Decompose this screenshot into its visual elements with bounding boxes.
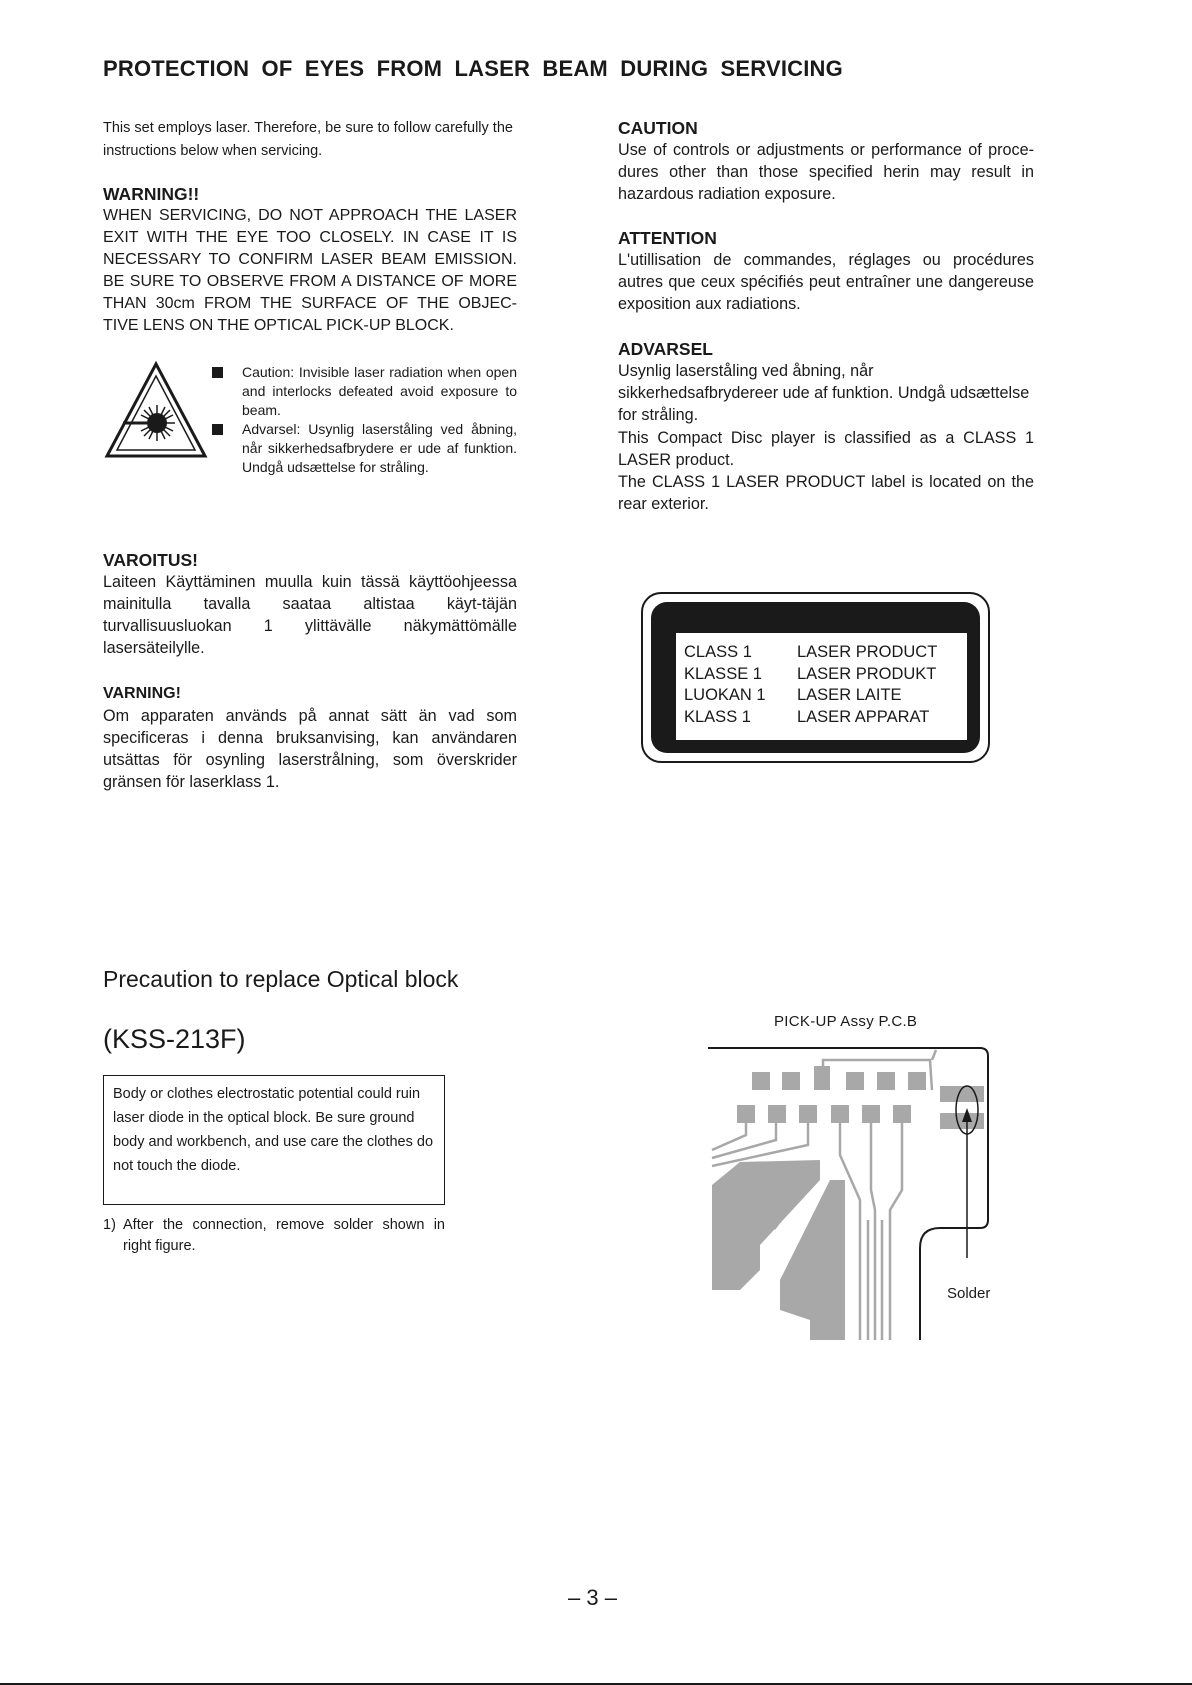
precaution-subtitle: Precaution to replace Optical block xyxy=(103,966,459,992)
label-product: LASER PRODUKT xyxy=(797,664,937,683)
step-number: 1) xyxy=(103,1217,116,1233)
varning-section xyxy=(103,683,517,793)
label-class: LUOKAN 1 xyxy=(684,686,766,704)
class1-laser-label xyxy=(641,592,990,763)
class-info-line2: The CLASS 1 LASER PRODUCT label is located on the rear exterior. xyxy=(618,473,1034,513)
advarsel-heading: ADVARSEL xyxy=(618,339,713,359)
step-text: After the connection, remove solder shown in right figure. xyxy=(123,1217,445,1254)
attention-section xyxy=(618,227,1034,315)
class-info-line1: This Compact Disc player is classified as a CLASS 1 LASER product. xyxy=(618,429,1034,469)
label-row xyxy=(684,664,967,686)
varoitus-text: Laiteen Käyttäminen muulla kuin tässä käyttöohjeessa mainitulla tavalla saataa altistaa käyt-täjän turvallisuusluokan 1 ylittävälle näkymättömälle lasersäteilylle. xyxy=(103,573,517,657)
caution-text: Use of controls or adjustments or performance of proce-dures other than those specified herin may result in hazardous radiation exposure. xyxy=(618,141,1034,203)
solder-callout: Solder xyxy=(947,1285,991,1302)
bullet-advarsel xyxy=(212,420,517,477)
varning-text: Om apparaten används på annat sätt än vad som specificeras i denna bruksanvising, kan användaren utsättas för osynling laserstrålning, som överskrider gränsen för laserklass 1. xyxy=(103,707,517,791)
bullet-text: Caution: Invisible laser radiation when open and interlocks defeated avoid exposure to beam. xyxy=(242,364,517,418)
warning-section xyxy=(103,183,517,337)
page-number: – 3 – xyxy=(568,1585,617,1610)
bullet-square-icon xyxy=(212,367,223,378)
warning-text: WHEN SERVICING, DO NOT APPROACH THE LASER EXIT WITH THE EYE TOO CLOSELY. IN CASE IT IS NECESSARY TO CONFIRM LASER BEAM EMISSION. BE SURE TO OBSERVE FROM A DISTANCE OF MORE THAN 30cm FROM THE SURFACE OF THE OBJEC-TIVE LENS ON THE OPTICAL PICK-UP BLOCK. xyxy=(103,207,517,334)
label-class: CLASS 1 xyxy=(684,643,752,661)
advarsel-text: Usynlig laserståling ved åbning, når sikkerhedsafbrydereer ude af funktion. Undgå udsættelse for stråling. xyxy=(618,362,1030,424)
label-product: LASER APPARAT xyxy=(797,707,930,726)
figure-title: PICK-UP Assy P.C.B xyxy=(774,1013,918,1030)
warning-heading: WARNING!! xyxy=(103,184,200,204)
advarsel-section xyxy=(618,338,1034,426)
intro-text: This set employs laser. Therefore, be sure to follow carefully the instructions below when servicing. xyxy=(103,120,513,159)
label-row xyxy=(684,642,967,664)
label-black-frame xyxy=(651,602,980,753)
laser-warning-icon xyxy=(103,360,209,465)
model-number: (KSS-213F) xyxy=(103,1024,246,1054)
attention-heading: ATTENTION xyxy=(618,228,717,248)
caution-section xyxy=(618,117,1034,205)
varning-heading: VARNING! xyxy=(103,685,181,702)
varoitus-section xyxy=(103,549,517,659)
esd-note-box: Body or clothes electrostatic potential could ruin laser diode in the optical block. Be sure ground body and workbench, and use care the clothes do not touch the diode. xyxy=(103,1075,445,1205)
warning-bullets xyxy=(212,363,517,477)
label-class: KLASS 1 xyxy=(684,707,751,726)
varoitus-heading: VAROITUS! xyxy=(103,550,198,570)
label-row xyxy=(684,685,967,707)
label-product: LASER PRODUCT xyxy=(797,643,938,661)
caution-heading: CAUTION xyxy=(618,118,698,138)
label-row xyxy=(684,707,967,729)
attention-text: L'utillisation de commandes, réglages ou procédures autres que ceux spécifiés peut entraîner une dangereuse exposition aux radiations. xyxy=(618,251,1034,313)
instruction-step xyxy=(103,1215,445,1257)
label-class: KLASSE 1 xyxy=(684,664,762,683)
class-info xyxy=(618,427,1034,515)
label-text-area xyxy=(676,633,967,740)
page-title: PROTECTION OF EYES FROM LASER BEAM DURING SERVICING xyxy=(103,56,843,81)
bullet-text: Advarsel: Usynlig laserståling ved åbning, når sikkerhedsafbrydere er ude af funktion. Undgå udsættelse for stråling. xyxy=(242,421,517,475)
bullet-caution xyxy=(212,363,517,420)
bullet-square-icon xyxy=(212,424,223,435)
label-product: LASER LAITE xyxy=(797,686,902,704)
